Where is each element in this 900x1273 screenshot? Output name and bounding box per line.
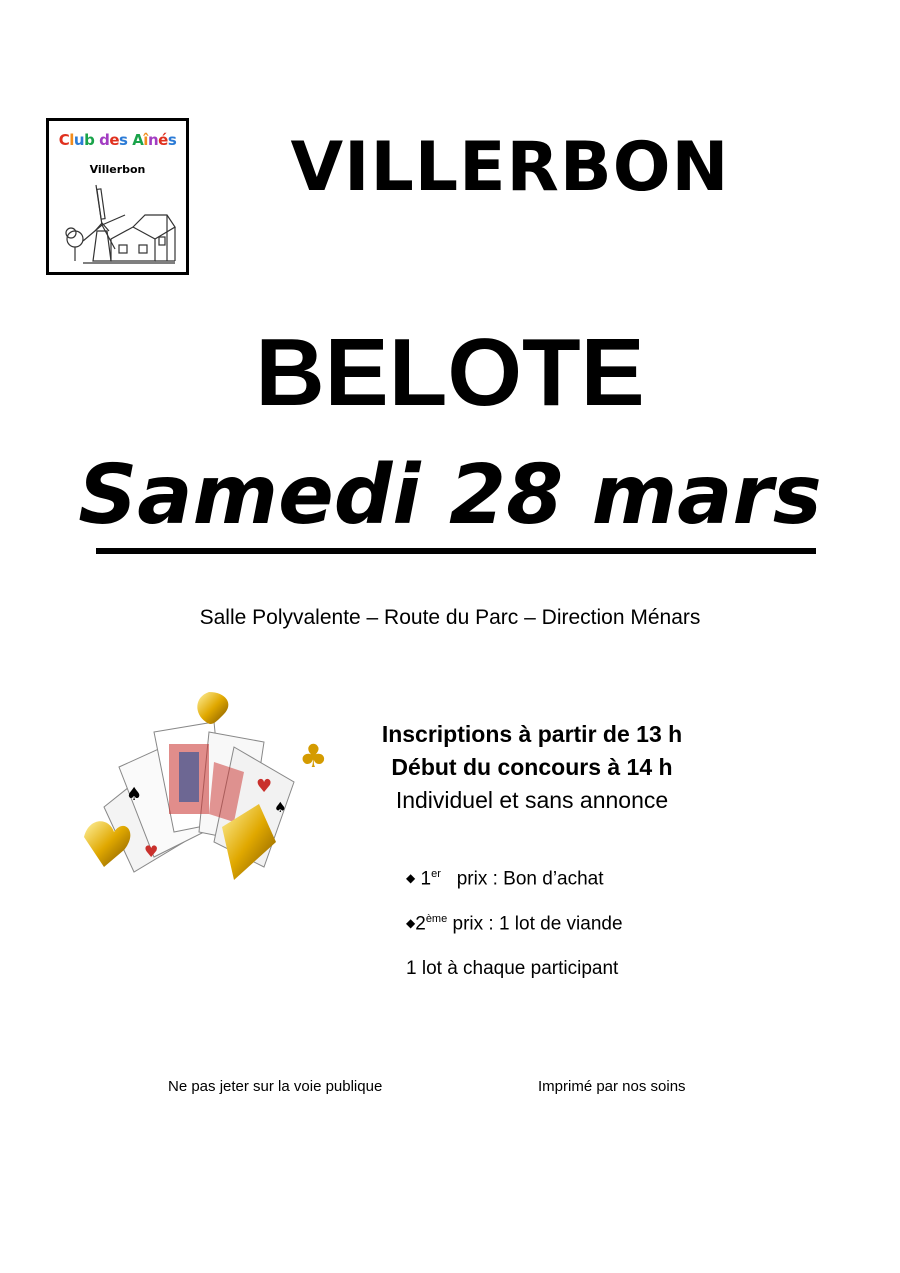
first-prize-suffix: er — [431, 868, 441, 880]
playing-cards-illustration — [84, 692, 334, 892]
svg-text:♥: ♥ — [144, 842, 159, 861]
first-prize-rank: 1 — [420, 868, 432, 890]
registration-time: Inscriptions à partir de 13 h — [381, 721, 683, 747]
logo-title-letter: î — [143, 131, 148, 149]
bullet-icon: ◆ — [406, 916, 416, 931]
windmill-house-illustration — [63, 179, 178, 269]
footer-disposal-notice: Ne pas jeter sur la voie publique — [168, 1078, 383, 1095]
second-prize-text: prix : 1 lot de viande — [452, 913, 623, 935]
svg-text:♠: ♠ — [274, 800, 287, 816]
info-block — [372, 718, 692, 817]
logo-title-letter: l — [69, 131, 74, 149]
village-name: VILLERBON — [290, 128, 730, 207]
club-logo — [46, 118, 189, 275]
event-date: Samedi 28 mars — [78, 448, 822, 543]
participant-prize: 1 lot à chaque participant — [406, 958, 619, 979]
svg-text:♠: ♠ — [126, 784, 143, 805]
date-underline — [96, 548, 816, 554]
logo-subtitle: Villerbon — [89, 163, 146, 176]
logo-title-letter: s — [167, 131, 177, 149]
first-prize-text: prix : Bon d’achat — [456, 868, 604, 890]
second-prize-suffix: ème — [425, 913, 448, 925]
logo-title-letter: u — [73, 131, 85, 149]
logo-title-letter: b — [84, 131, 95, 149]
logo-title-letter: n — [147, 131, 159, 149]
svg-text:♥: ♥ — [256, 776, 273, 797]
logo-title-letter: é — [158, 131, 168, 149]
event-title: BELOTE — [255, 319, 645, 426]
contest-start-time: Début du concours à 14 h — [391, 754, 673, 780]
second-prize-rank: 2 — [415, 913, 426, 935]
logo-title — [49, 131, 186, 149]
footer-printed-by: Imprimé par nos soins — [538, 1078, 686, 1095]
logo-title-letter: e — [109, 131, 120, 149]
logo-title-letter: A — [132, 131, 144, 149]
second-prize — [406, 913, 623, 935]
bullet-icon: ◆ — [406, 871, 416, 886]
logo-title-letter: d — [99, 131, 110, 149]
contest-format: Individuel et sans annonce — [395, 787, 669, 813]
logo-title-letter: C — [58, 131, 70, 149]
logo-title-letter: s — [119, 131, 128, 149]
venue-line: Salle Polyvalente – Route du Parc – Direction Ménars — [199, 606, 701, 629]
first-prize — [406, 868, 604, 890]
svg-text:♣: ♣ — [299, 737, 328, 775]
